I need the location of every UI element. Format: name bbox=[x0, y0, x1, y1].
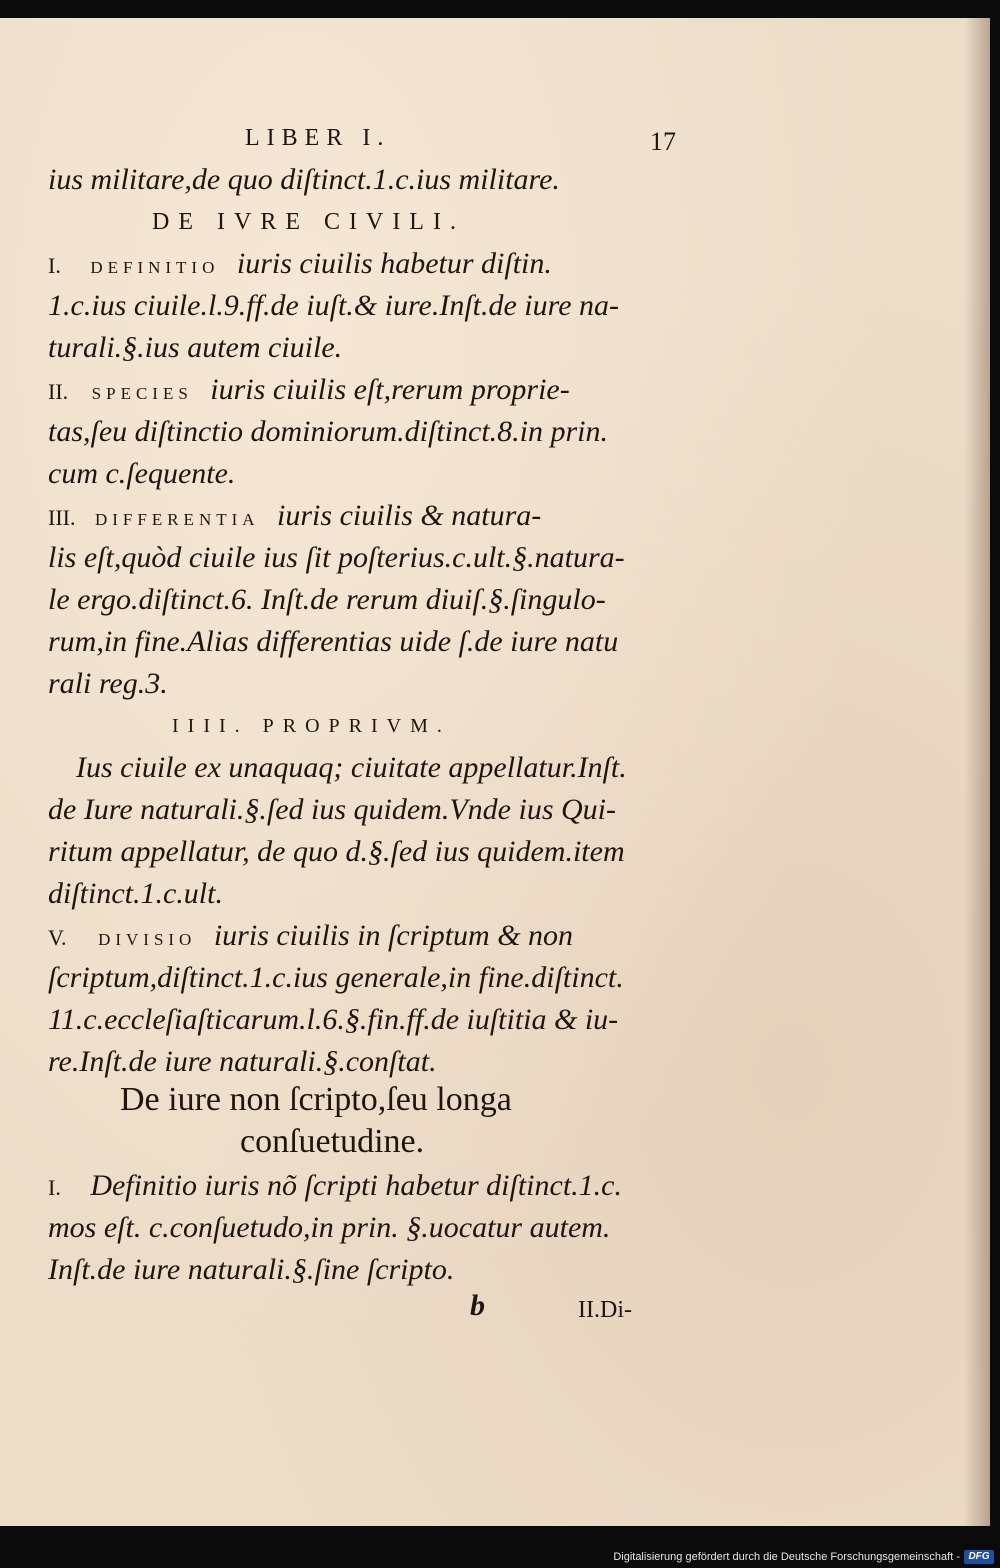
text-line: ſcriptum,diſtinct.1.c.ius generale,in fine.diſtinct. bbox=[48, 961, 624, 994]
text-line: Ius ciuile ex unaquaq; ciuitate appellatur.Inſt. bbox=[76, 751, 627, 784]
text-line: rum,in fine.Alias differentias uide ſ.de iure natu bbox=[48, 625, 619, 658]
item-keyword: DIVISIO bbox=[98, 930, 197, 949]
text-line: rali reg.3. bbox=[48, 667, 168, 700]
text-line: Inſt.de iure naturali.§.ſine ſcripto. bbox=[48, 1253, 455, 1286]
item-text: Definitio iuris nõ ſcripti habetur diſtinct.1.c. bbox=[90, 1169, 622, 1202]
text-line bbox=[48, 244, 552, 288]
text-line: lis eſt,quòd ciuile ius ſit poſterius.c.ult.§.natura- bbox=[48, 541, 625, 574]
chapter-heading: conſuetudine. bbox=[240, 1123, 425, 1160]
text-line: mos eſt. c.conſuetudo,in prin. §.uocatur autem. bbox=[48, 1211, 611, 1244]
text-line: tas,ſeu diſtinctio dominiorum.diſtinct.8.in prin. bbox=[48, 415, 608, 448]
item-text: iuris ciuilis & natura- bbox=[277, 499, 542, 532]
text-line: cum c.ſequente. bbox=[48, 457, 236, 490]
text-line bbox=[48, 496, 541, 540]
text-line: diſtinct.1.c.ult. bbox=[48, 877, 223, 910]
text-line bbox=[48, 916, 573, 960]
catchword: II.Di- bbox=[578, 1297, 632, 1323]
text-line: 1.c.ius ciuile.l.9.ff.de iuſt.& iure.Inſt.de iure na- bbox=[48, 289, 620, 322]
text-line: turali.§.ius autem ciuile. bbox=[48, 331, 343, 364]
item-number: III. bbox=[48, 505, 76, 530]
text-line: ius militare,de quo diſtinct.1.c.ius militare. bbox=[48, 163, 560, 196]
book-page bbox=[0, 18, 990, 1526]
signature-mark: b bbox=[470, 1289, 485, 1322]
text-line bbox=[48, 1166, 622, 1208]
funding-credit: Digitalisierung gefördert durch die Deutsche Forschungsgemeinschaft - bbox=[613, 1551, 960, 1563]
item-keyword: DIFFERENTIA bbox=[94, 510, 260, 529]
item-number: V. bbox=[48, 925, 67, 950]
item-text: iuris ciuilis habetur diſtin. bbox=[236, 247, 552, 280]
page-number: 17 bbox=[650, 127, 676, 156]
section-heading: IIII. PROPRIVM. bbox=[172, 715, 451, 737]
text-line: re.Inſt.de iure naturali.§.conſtat. bbox=[48, 1045, 437, 1078]
item-text: iuris ciuilis eſt,rerum proprie- bbox=[210, 373, 570, 406]
running-title: LIBER I. bbox=[245, 125, 391, 151]
text-line: ritum appellatur, de quo d.§.ſed ius quidem.item bbox=[48, 835, 625, 868]
dfg-logo-icon: DFG bbox=[964, 1550, 994, 1564]
item-keyword: DEFINITIO bbox=[90, 258, 220, 277]
text-line bbox=[48, 370, 570, 414]
chapter-heading: De iure non ſcripto,ſeu longa bbox=[120, 1081, 512, 1118]
section-heading: DE IVRE CIVILI. bbox=[152, 209, 465, 235]
item-number: I. bbox=[48, 253, 61, 278]
text-line: le ergo.diſtinct.6. Inſt.de rerum diuiſ.§.ſingulo- bbox=[48, 583, 606, 616]
text-line: 11.c.eccleſiaſticarum.l.6.§.fin.ff.de iuſtitia & iu- bbox=[48, 1003, 619, 1036]
item-text: iuris ciuilis in ſcriptum & non bbox=[213, 919, 574, 952]
item-keyword: SPECIES bbox=[91, 384, 193, 403]
item-number: II. bbox=[48, 379, 69, 404]
item-number: I. bbox=[48, 1175, 61, 1200]
text-line: de Iure naturali.§.ſed ius quidem.Vnde ius Qui- bbox=[48, 793, 616, 826]
